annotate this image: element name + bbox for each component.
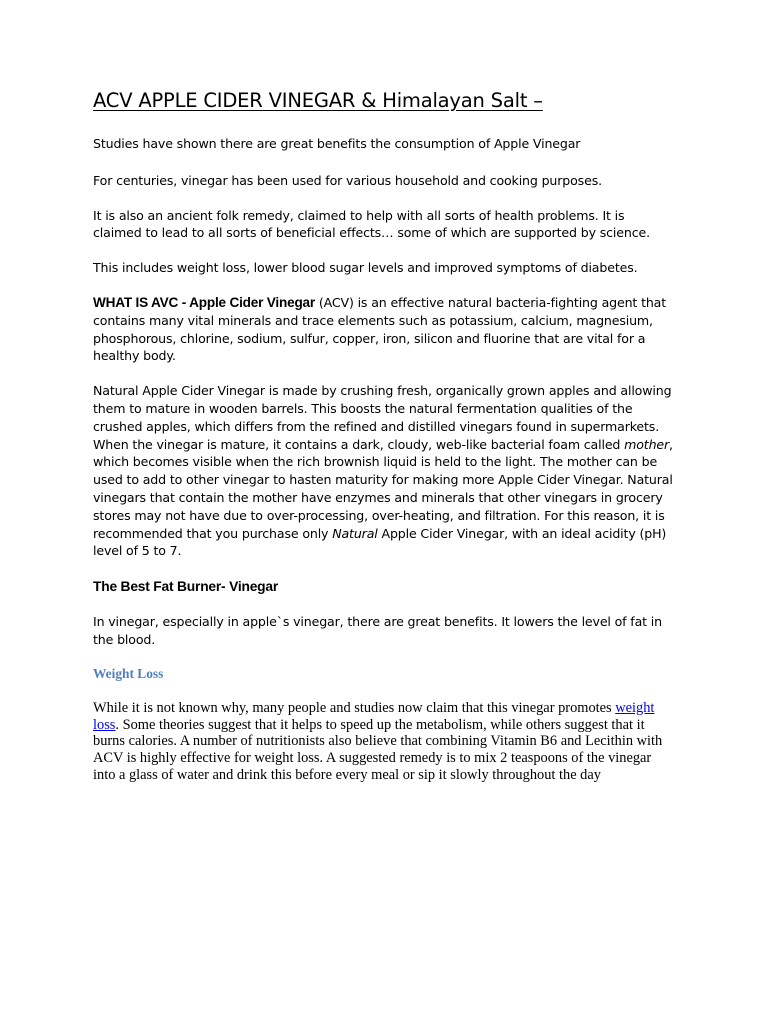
what-is-acv-lead: WHAT IS AVC - Apple Cider Vinegar [93, 294, 315, 310]
paragraph-natural-acv [93, 382, 676, 560]
weight-loss-text-part1: While it is not known why, many people and studies now claim that this vinegar promotes [93, 699, 616, 716]
paragraph-folk-remedy: It is also an ancient folk remedy, claimed to help with all sorts of health problems. It is claimed to lead to all sorts of beneficial effects… some of which are supported by science. [93, 207, 650, 241]
natural-text-part3: Apple Cider Vinegar, with an ideal acidity (pH) level of 5 to 7. [93, 525, 667, 559]
fat-burner-heading: The Best Fat Burner- Vinegar [93, 579, 279, 595]
weight-loss-text-part2: . Some theories suggest that it helps to speed up the metabolism, while others suggest that it burns calories. A number of nutritionists also believe that combining Vitamin B6 and Lecithin with ACV is highly effective for weight loss. A suggested remedy is to mix 2 teaspoons of the vinegar into a glass of water and drink this before every meal or sip it slowly throughout the day [93, 716, 663, 783]
paragraph-includes: This includes weight loss, lower blood sugar levels and improved symptoms of diabetes. [93, 260, 638, 276]
paragraph-centuries: For centuries, vinegar has been used for various household and cooking purposes. [93, 172, 602, 188]
paragraph-fat-burner: In vinegar, especially in apple`s vinegar, there are great benefits. It lowers the level of fat in the blood. [93, 614, 662, 647]
natural-text-part2: , which becomes visible when the rich brownish liquid is held to the light. The mother can be used to add to other vinegar to hasten maturity for making more Apple Cider Vinegar. Natural vinegars that contain the mother have enzymes and minerals that other vinegars in grocery stores may not have due to over-processing, over-heating, and filtration. For this reason, it is recommended that you purchase only [93, 436, 673, 541]
natural-text-part1: Natural Apple Cider Vinegar is made by crushing fresh, organically grown apples and allowing them to mature in wooden barrels. This boosts the natural fermentation qualities of the crushed apples, which differs from the refined and distilled vinegars found in supermarkets. When the vinegar is mature, it contains a dark, cloudy, web-like bacterial foam called [93, 383, 672, 452]
what-is-acv-body: (ACV) is an effective natural bacteria-fighting agent that contains many vital minerals and trace elements such as potassium, calcium, magnesium, phosphorous, chlorine, sodium, sulfur, copper, iron, silicon and fluorine that are vital for a healthy body. [93, 294, 667, 364]
weight-loss-link[interactable]: weight loss [93, 699, 655, 733]
mother-term: mother [624, 436, 670, 452]
natural-term: Natural [332, 525, 378, 541]
weight-loss-heading: Weight Loss [93, 665, 164, 681]
paragraph-what-is-acv [93, 294, 676, 365]
document-title: ACV APPLE CIDER VINEGAR & Himalayan Salt – [93, 89, 543, 112]
paragraph-weight-loss [93, 700, 676, 784]
paragraph-studies: Studies have shown there are great benefits the consumption of Apple Vinegar [93, 136, 581, 151]
